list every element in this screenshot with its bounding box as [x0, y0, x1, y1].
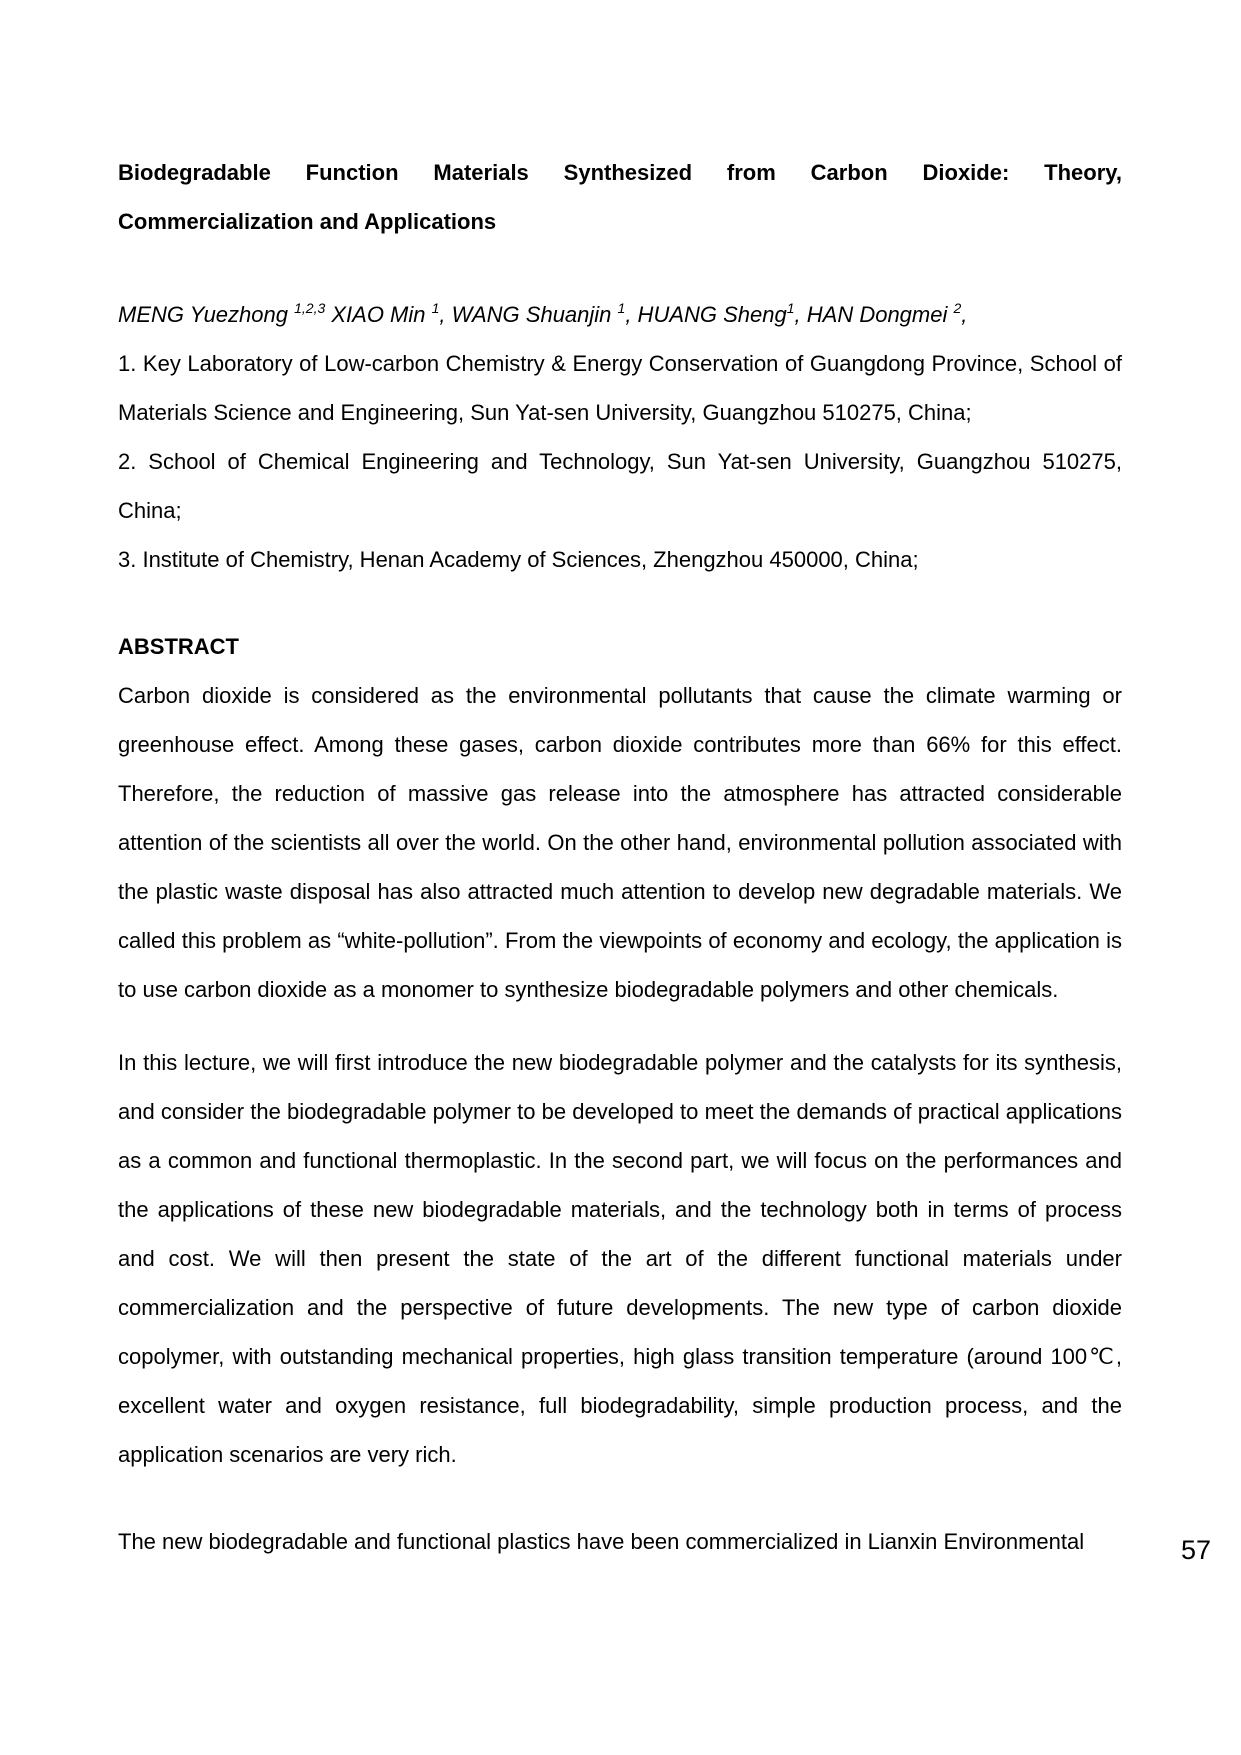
author-affiliation-marker: 1: [431, 300, 440, 316]
author-name: , HUANG Sheng: [625, 302, 787, 327]
author-name: MENG Yuezhong: [118, 302, 295, 327]
author-affiliation-marker: 1,2,3: [294, 300, 326, 316]
abstract-heading: ABSTRACT: [118, 634, 239, 659]
page-content: [118, 148, 1122, 1566]
abstract-paragraph-3: The new biodegradable and functional plastics have been commercialized in Lianxin Environmental: [118, 1529, 1085, 1554]
author-list-end: ,: [961, 302, 968, 327]
author-list: [118, 290, 1122, 339]
author-affiliation-marker: 1: [786, 300, 795, 316]
affiliation-2: 2. School of Chemical Engineering and Technology, Sun Yat-sen University, Guangzhou 510275, China;: [118, 449, 1122, 523]
affiliation-1: 1. Key Laboratory of Low-carbon Chemistry & Energy Conservation of Guangdong Province, School of Materials Science and Engineering, Sun Yat-sen University, Guangzhou 510275, China;: [118, 351, 1122, 425]
page-number: 57: [1180, 1535, 1211, 1565]
paper-title: Biodegradable Function Materials Synthesized from Carbon Dioxide: Theory, Commercialization and Applications: [118, 160, 1122, 234]
author-name: , WANG Shuanjin: [439, 302, 618, 327]
author-name: , HAN Dongmei: [794, 302, 954, 327]
author-affiliation-marker: 1: [617, 300, 626, 316]
abstract-paragraph-2: In this lecture, we will first introduce the new biodegradable polymer and the catalysts for its synthesis, and consider the biodegradable polymer to be developed to meet the demands of practical applications as a common and functional thermoplastic. In the second part, we will focus on the performances and the applications of these new biodegradable materials, and the technology both in terms of process and cost. We will then present the state of the art of the different functional materials under commercialization and the perspective of future developments. The new type of carbon dioxide copolymer, with outstanding mechanical properties, high glass transition temperature (around 100℃, excellent water and oxygen resistance, full biodegradability, simple production process, and the application scenarios are very rich.: [118, 1050, 1122, 1467]
affiliation-3: 3. Institute of Chemistry, Henan Academy of Sciences, Zhengzhou 450000, China;: [118, 547, 919, 572]
author-name: XIAO Min: [325, 302, 432, 327]
abstract-paragraph-1: Carbon dioxide is considered as the environmental pollutants that cause the climate warming or greenhouse effect. Among these gases, carbon dioxide contributes more than 66% for this effect. Therefore, the reduction of massive gas release into the atmosphere has attracted considerable attention of the scientists all over the world. On the other hand, environmental pollution associated with the plastic waste disposal has also attracted much attention to develop new degradable materials. We called this problem as “white-pollution”. From the viewpoints of economy and ecology, the application is to use carbon dioxide as a monomer to synthesize biodegradable polymers and other chemicals.: [118, 683, 1122, 1002]
author-affiliation-marker: 2: [953, 300, 962, 316]
